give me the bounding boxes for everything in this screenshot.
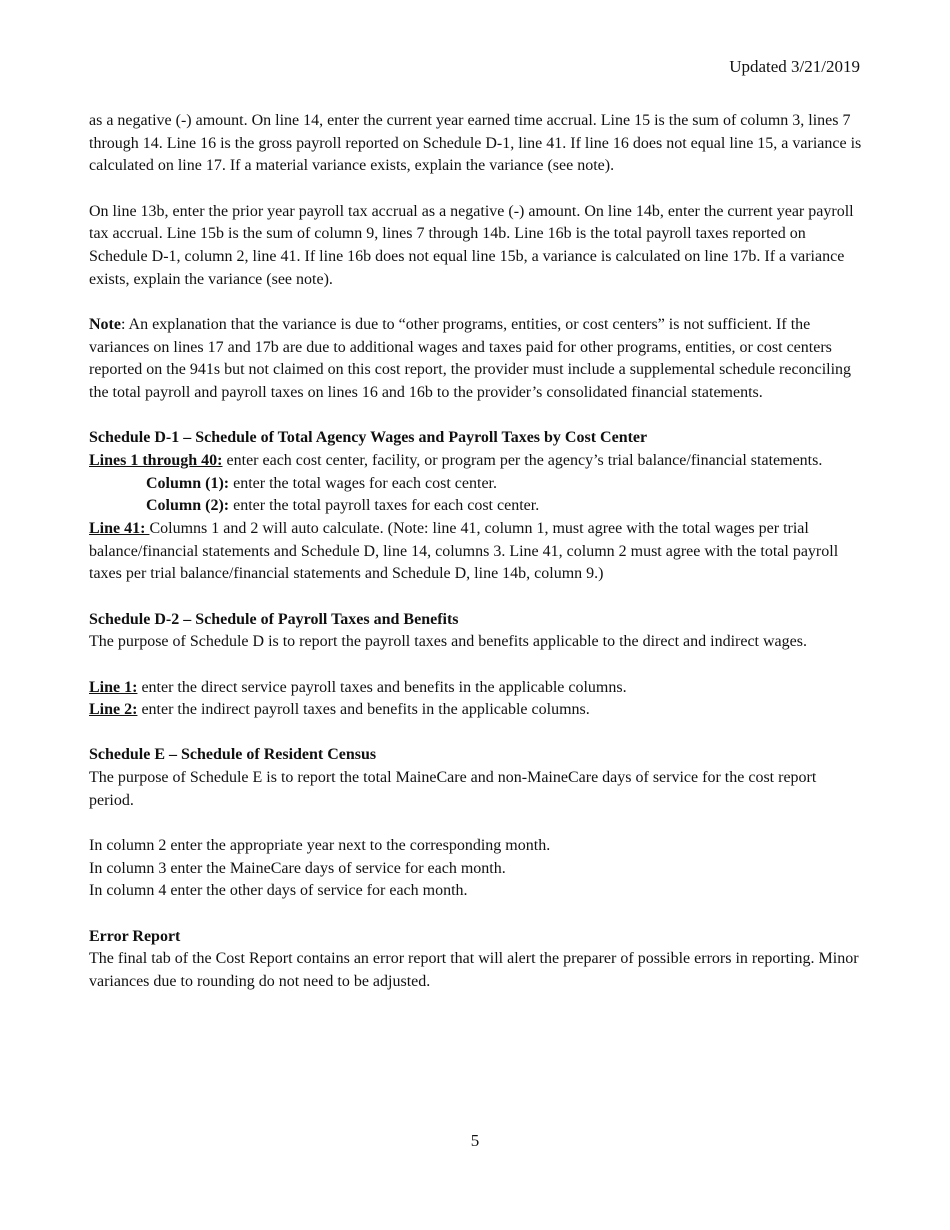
- d1-lines-text: enter each cost center, facility, or program per the agency’s trial balance/financial statements.: [222, 451, 823, 469]
- e-purpose: The purpose of Schedule E is to report the total MaineCare and non-MaineCare days of service for the cost report period.: [89, 769, 817, 809]
- paragraph-line-13b: On line 13b, enter the prior year payroll tax accrual as a negative (-) amount. On line 14b, enter the current year payroll tax accrual. Line 15b is the sum of column 9, lines 7 through 14b. Line 16b is the total payroll taxes reported on Schedule D-1, column 2, line 41. If line 16b does not equal line 15b, a variance is calculated on line 17b. If a variance exists, explain the variance (see note).: [89, 202, 854, 288]
- d2-purpose: The purpose of Schedule D is to report the payroll taxes and benefits applicable to the direct and indirect wages.: [89, 633, 807, 651]
- note-label: Note: [89, 315, 121, 333]
- d2-line-1: [89, 677, 864, 700]
- d1-line41-label: Line 41:: [89, 520, 150, 538]
- d1-col1-text: enter the total wages for each cost center.: [229, 474, 497, 492]
- d1-col1-label: Column (1):: [146, 474, 230, 492]
- e-column-2: In column 2 enter the appropriate year next to the corresponding month.: [89, 837, 551, 855]
- updated-date: Updated 3/21/2019: [729, 57, 860, 76]
- d1-lines-label: Lines 1 through 40:: [89, 451, 223, 469]
- d2-line1-label: Line 1:: [89, 678, 138, 696]
- d2-line-2: [89, 699, 864, 722]
- d1-line-41: [89, 518, 864, 586]
- d1-column-1: [89, 473, 864, 496]
- error-report-text: The final tab of the Cost Report contains an error report that will alert the preparer of possible errors in reporting. Minor variances due to rounding do not need to be adjusted.: [89, 950, 859, 991]
- d2-line2-label: Line 2:: [89, 701, 138, 719]
- schedule-d1-heading: Schedule D-1 – Schedule of Total Agency Wages and Payroll Taxes by Cost Center: [89, 429, 648, 447]
- page-number: 5: [470, 1131, 480, 1150]
- note-text: : An explanation that the variance is due to “other programs, entities, or cost centers” is not sufficient. If the variances on lines 17 and 17b are due to additional wages and taxes paid for other programs, entities, or cost centers reported on the 941s but not claimed on this cost report, the provider must include a supplemental schedule reconciling the total payroll and payroll taxes on lines 16 and 16b to the provider’s consolidated financial statements.: [89, 315, 852, 402]
- d2-line1-text: enter the direct service payroll taxes and benefits in the applicable columns.: [137, 678, 627, 696]
- d2-line2-text: enter the indirect payroll taxes and benefits in the applicable columns.: [137, 701, 590, 719]
- e-column-3: In column 3 enter the MaineCare days of service for each month.: [89, 859, 506, 877]
- schedule-e-heading: Schedule E – Schedule of Resident Census: [89, 746, 377, 764]
- d1-lines-1-40: [89, 450, 864, 473]
- schedule-d2-heading: Schedule D-2 – Schedule of Payroll Taxes and Benefits: [89, 610, 459, 628]
- e-column-4: In column 4 enter the other days of service for each month.: [89, 882, 468, 900]
- d1-col2-text: enter the total payroll taxes for each cost center.: [229, 497, 540, 515]
- d1-col2-label: Column (2):: [146, 497, 230, 515]
- d1-line41-text: Columns 1 and 2 will auto calculate. (Note: line 41, column 1, must agree with the total wages per trial balance/financial statements and Schedule D, line 14, columns 3. Line 41, column 2 must agree with the total payroll taxes per trial balance/financial statements and Schedule D, line 14b, column 9.): [89, 520, 839, 583]
- document-body: [89, 110, 864, 994]
- note-paragraph: [89, 314, 864, 405]
- paragraph-line-14: as a negative (-) amount. On line 14, enter the current year earned time accrual. Line 15 is the sum of column 3, lines 7 through 14. Line 16 is the gross payroll reported on Schedule D-1, line 41. If line 16 does not equal line 15, a variance is calculated on line 17. If a material variance exists, explain the variance (see note).: [89, 112, 862, 175]
- d1-column-2: [89, 495, 864, 518]
- error-report-heading: Error Report: [89, 927, 181, 945]
